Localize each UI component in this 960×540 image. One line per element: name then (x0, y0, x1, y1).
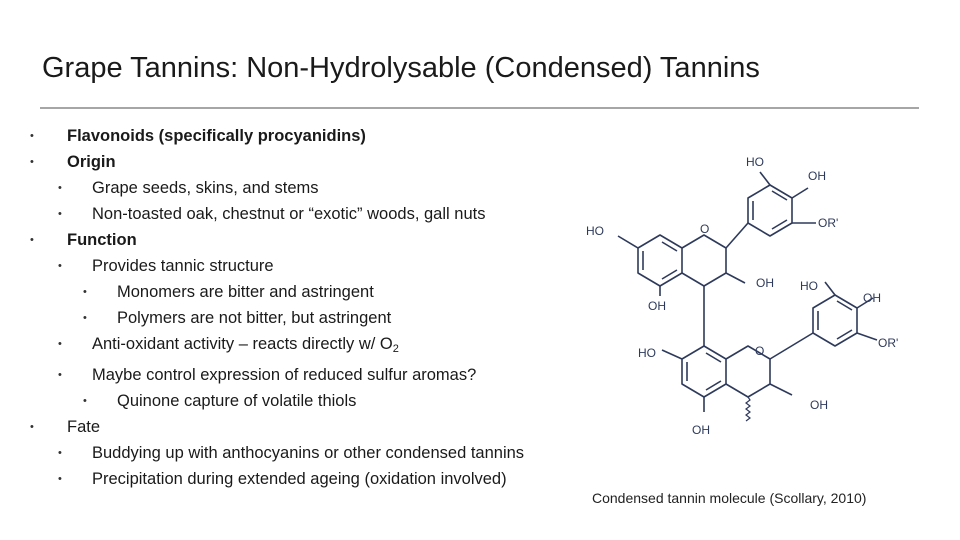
bullet-text: Precipitation during extended ageing (oxidation involved) (92, 470, 507, 488)
bullet-item (30, 253, 590, 279)
label-or: OR' (878, 336, 899, 350)
bullet-dot-icon: • (83, 286, 87, 298)
label-ring-oxygen: O (755, 344, 765, 358)
label-ho: HO (638, 346, 656, 360)
bullet-dot-icon: • (58, 369, 62, 381)
molecule-bonds (618, 172, 877, 412)
label-ho: HO (586, 224, 604, 238)
label-oh: OH (863, 291, 881, 305)
bullet-item (30, 466, 590, 492)
bullet-item (30, 227, 590, 253)
slide-title: Grape Tannins: Non-Hydrolysable (Condensed) Tannins (42, 52, 760, 84)
label-oh: OH (756, 276, 774, 290)
bullet-text: Function (67, 231, 137, 249)
bullet-item (30, 123, 590, 149)
bullet-text: Flavonoids (specifically procyanidins) (67, 127, 366, 145)
label-ho: HO (746, 155, 764, 169)
bullet-dot-icon: • (58, 260, 62, 272)
bullet-dot-icon: • (83, 395, 87, 407)
subscript-two: 2 (392, 343, 399, 355)
bullet-dot-icon: • (58, 338, 62, 350)
bullet-dot-icon: • (58, 447, 62, 459)
bullet-item (30, 149, 590, 175)
unit2-a-ring (682, 346, 726, 397)
bullet-text: Origin (67, 153, 116, 171)
bullet-item (30, 331, 590, 362)
label-ring-oxygen: O (700, 222, 710, 236)
unit1-a-ring (638, 235, 682, 286)
label-or: OR' (818, 216, 839, 230)
bullet-item (30, 388, 590, 414)
label-ho: HO (800, 279, 818, 293)
label-oh: OH (692, 423, 710, 437)
bullet-dot-icon: • (58, 208, 62, 220)
label-oh: OH (648, 299, 666, 313)
figure-caption: Condensed tannin molecule (Scollary, 2010) (592, 490, 867, 506)
label-oh: OH (808, 169, 826, 183)
wavy-bond (746, 397, 750, 421)
unit2-b-ring (813, 295, 857, 346)
bullet-dot-icon: • (83, 312, 87, 324)
label-oh: OH (810, 398, 828, 412)
bullet-text: Fate (67, 418, 101, 436)
bullet-text: Maybe control expression of reduced sulfur aromas? (92, 366, 477, 384)
bullet-item (30, 201, 590, 227)
bullet-text: Provides tannic structure (92, 257, 274, 275)
bullet-text: Buddying up with anthocyanins or other condensed tannins (92, 444, 525, 462)
bullet-text: Grape seeds, skins, and stems (92, 179, 319, 197)
bullet-text: Non-toasted oak, chestnut or “exotic” woods, gall nuts (92, 205, 486, 223)
bullet-text: Monomers are bitter and astringent (117, 283, 374, 301)
unit1-c-ring (682, 235, 726, 286)
bullet-dot-icon: • (30, 234, 34, 246)
bullet-text: Anti-oxidant activity – reacts directly w/ O (92, 335, 393, 353)
bullet-item (30, 440, 590, 466)
bullet-text: Quinone capture of volatile thiols (117, 392, 357, 410)
bullet-dot-icon: • (30, 130, 34, 142)
bullet-item (30, 175, 590, 201)
bullet-item (30, 414, 590, 440)
bullet-text: Polymers are not bitter, but astringent (117, 309, 392, 327)
title-divider (40, 107, 919, 109)
unit1-b-ring (748, 185, 792, 236)
bullet-list (30, 123, 590, 492)
condensed-tannin-molecule-diagram (580, 150, 920, 440)
bullet-item (30, 362, 590, 388)
bullet-dot-icon: • (58, 473, 62, 485)
bullet-item (30, 279, 590, 305)
bullet-dot-icon: • (30, 421, 34, 433)
bullet-dot-icon: • (58, 182, 62, 194)
bullet-dot-icon: • (30, 156, 34, 168)
bullet-item (30, 305, 590, 331)
